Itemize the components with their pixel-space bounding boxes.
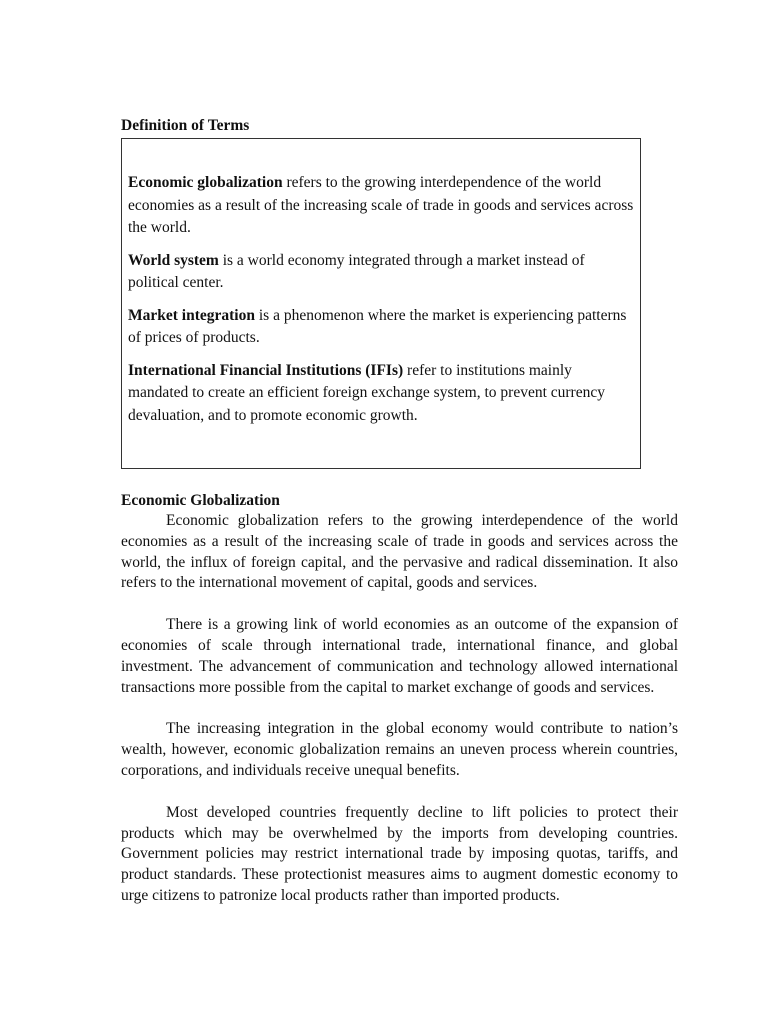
- definition-term: World system: [128, 251, 219, 269]
- body-paragraph: Economic globalization refers to the growing interdependence of the world economies as a result of the increasing scale of trade in goods and services across the world, the influx of foreign capital, and the pervasive and radical dissemination. It also refers to the international movement of capital, goods and services.: [121, 512, 678, 592]
- body-paragraph: Most developed countries frequently decline to lift policies to protect their products which may be overwhelmed by the imports from developing countries. Government policies may restrict international trade by imposing quotas, tariffs, and product standards. These protectionist measures aims to augment domestic economy to urge citizens to patronize local products rather than imported products.: [121, 803, 678, 904]
- definition-text: refer to institutions mainly mandated to create an efficient foreign exchange system, to prevent currency devaluation, and to promote economic growth.: [128, 361, 605, 424]
- definition-text: refers to the growing interdependence of the world economies as a result of the increasing scale of trade in goods and services across the world.: [128, 174, 634, 236]
- definition-item: [128, 305, 634, 350]
- definition-term: Economic globalization: [128, 174, 283, 191]
- definition-text: is a world economy integrated through a market instead of political center.: [128, 251, 585, 291]
- definition-item: [128, 250, 634, 295]
- definitions-heading: Definition of Terms: [121, 117, 250, 134]
- definition-item: [128, 172, 634, 240]
- section-heading: Economic Globalization: [121, 492, 280, 509]
- definition-term: Market integration: [128, 306, 255, 324]
- definitions-box: [121, 138, 641, 469]
- definition-item: [128, 360, 634, 428]
- body-paragraph: There is a growing link of world economies as an outcome of the expansion of economies of scale through international trade, international finance, and global investment. The advancement of communication and technology allowed international transactions more possible from the capital to market exchange of goods and services.: [121, 616, 678, 696]
- definition-term: International Financial Institutions (IFIs): [128, 361, 404, 379]
- definition-text: is a phenomenon where the market is experiencing patterns of prices of products.: [128, 306, 627, 346]
- body-paragraph: The increasing integration in the global economy would contribute to nation’s wealth, however, economic globalization remains an uneven process wherein countries, corporations, and individuals receive unequal benefits.: [121, 720, 678, 779]
- document-page: [121, 116, 678, 928]
